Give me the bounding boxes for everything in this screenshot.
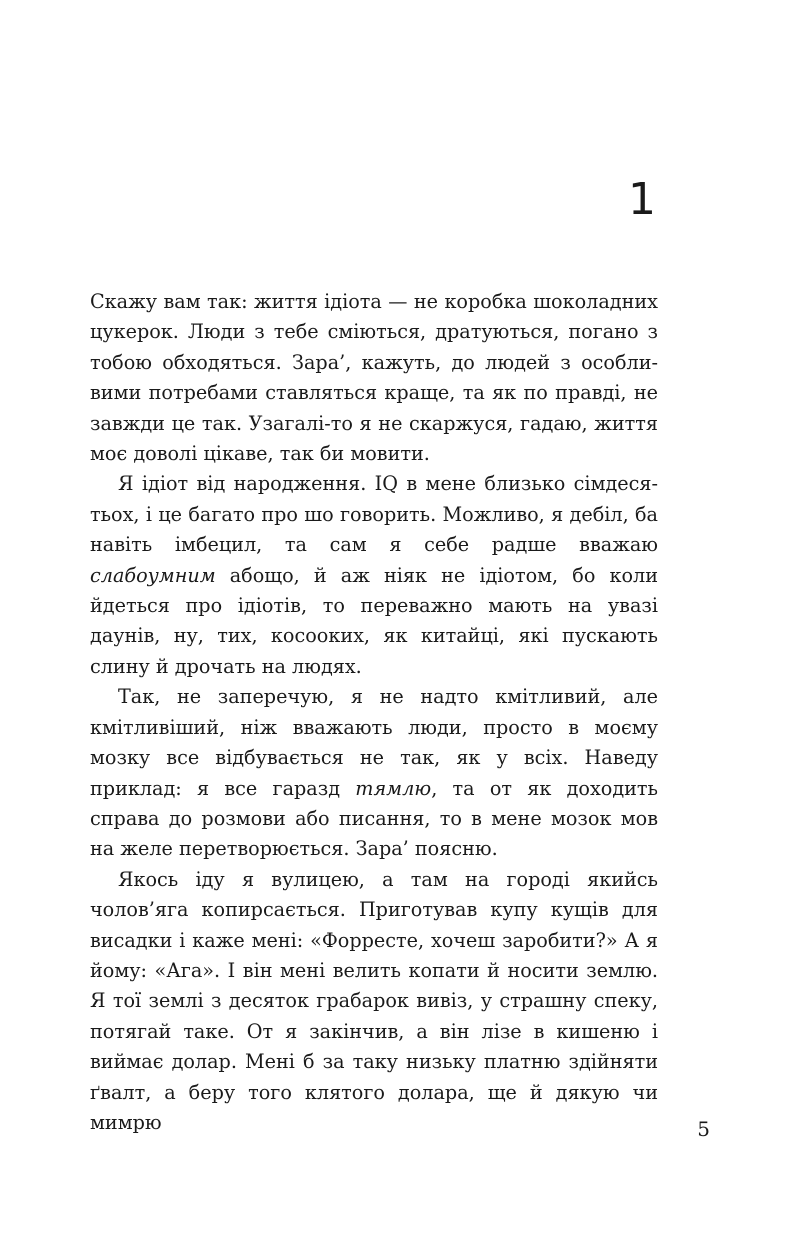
paragraph-1 [90,287,658,469]
paragraph-3-text-b: , та от як доходить справа до розмови або писання, то в мене мозок мов на желе перетворюється. Зара’ поясню. [90,776,658,861]
paragraph-1-text: Скажу вам так: життя ідіота — не коробка шоколадних цукерок. Люди з тебе сміються, дратуються, погано з тобою обходяться. Зара’, кажуть, до людей з особливими потребами ставляться краще, та як по правді, не завжди це так. Узагалі-то я не скаржуся, гадаю, життя моє доволі цікаве, так би мовити. [90,290,658,466]
paragraph-2 [90,469,658,682]
paragraph-4-text: Якось іду я вулицею, а там на городі якийсь чолов’яга копирсається. Приготував купу кущів для висадки і каже мені: «Форресте, хочеш заробити?» А я йому: «Ага». І він мені велить копати й носити землю. Я тої землі з десяток грабарок вивіз, у страшну спеку, потягай таке. От я закінчив, а він лізе в кишеню і виймає долар. Мені б за таку низьку платню здійняти ґвалт, а беру того клятого долара, ще й дякую чи мимрю [90,867,658,1134]
paragraph-2-text-a: Я ідіот від народження. IQ в мене близько сімдесятьох, і це багато про шо говорить. Можливо, я дебіл, ба навіть імбецил, та сам я себе радше вважаю [90,472,658,557]
chapter-number: 1 [628,174,656,225]
paragraph-4 [90,865,658,1139]
paragraph-3-emphasis: тямлю [355,776,432,800]
body-text [90,287,658,1138]
paragraph-2-emphasis: слабоумним [90,563,216,587]
paragraph-3 [90,682,658,864]
paragraph-2-text-b: абощо, й аж ніяк не ідіотом, бо коли йдеться про ідіотів, то переважно мають на увазі даунів, ну, тих, косооких, як китайці, які пускають слину й дрочать на людях. [90,563,658,678]
paragraph-3-text-a: Так, не заперечую, я не надто кмітливий, але кмітливіший, ніж вважають люди, просто в моєму мозку все відбувається не так, як у всіх. Наведу приклад: я все гаразд [90,685,658,800]
page-number: 5 [697,1117,710,1141]
